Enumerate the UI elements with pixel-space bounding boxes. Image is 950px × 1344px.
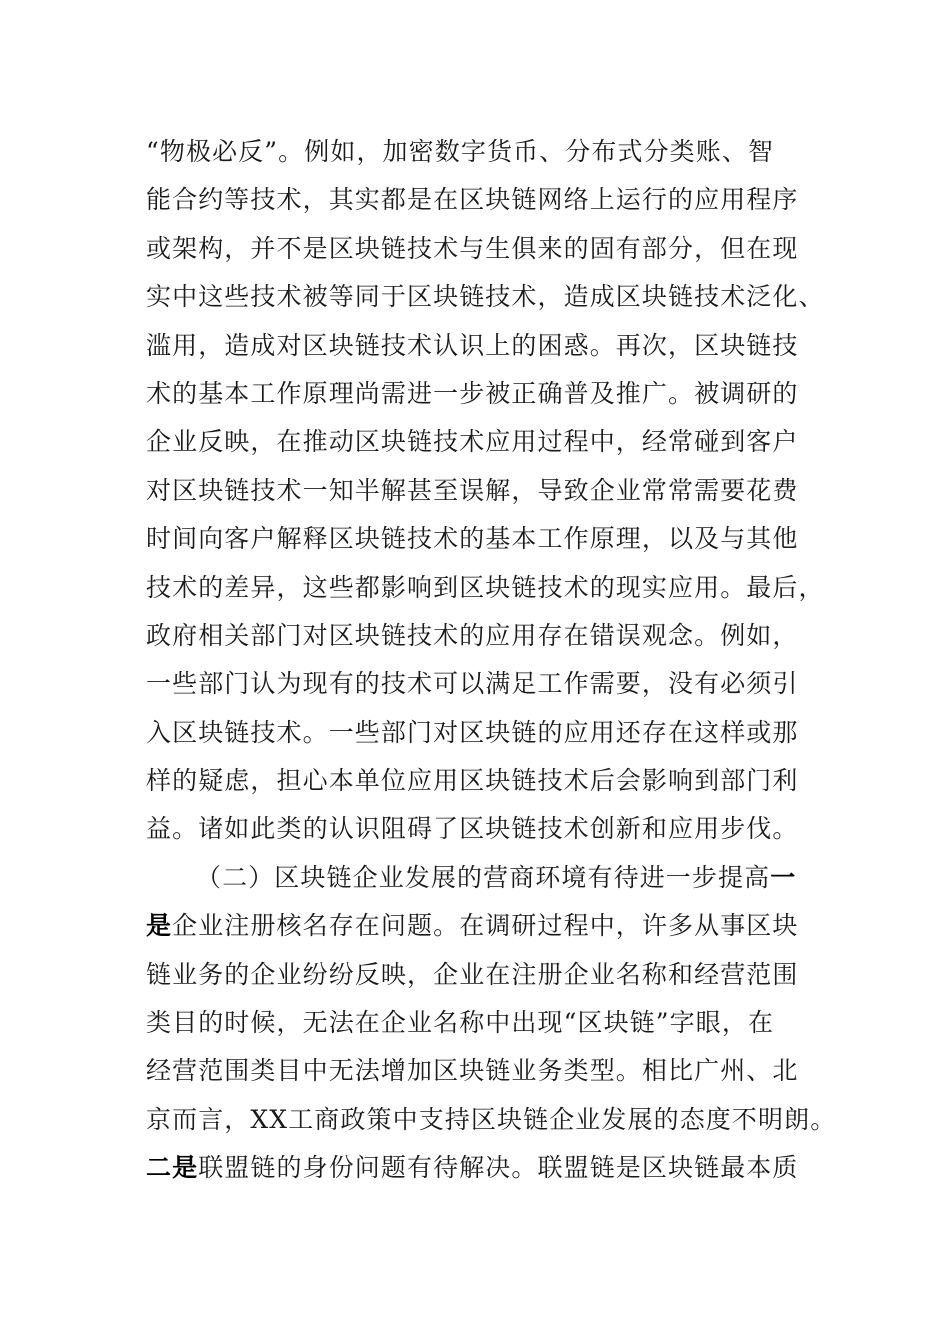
body-text <box>146 128 837 1193</box>
text-line: 滥用，造成对区块链技术认识上的困惑。再次，区块链技 <box>146 330 799 360</box>
line-text: 联盟链的身份问题有待解决。联盟链是区块链最本质 <box>198 1153 799 1183</box>
text-line: 类目的时候，无法在企业名称中出现“区块链”字眼，在 <box>146 1008 775 1038</box>
lead-emphasis: 一 <box>770 862 797 892</box>
text-line: 一些部门认为现有的技术可以满足工作需要，没有必须引 <box>146 669 799 699</box>
section-heading-line <box>146 854 806 902</box>
text-line: 或架构，并不是区块链技术与生俱来的固有部分，但在现 <box>146 233 799 263</box>
text-line <box>146 1144 806 1192</box>
text-line: 对区块链技术一知半解甚至误解，导致企业常常需要花费 <box>146 475 799 505</box>
lead-emphasis: 是 <box>146 911 173 941</box>
text-line: 样的疑虑，担心本单位应用区块链技术后会影响到部门利 <box>146 766 799 796</box>
text-line: 实中这些技术被等同于区块链技术，造成区块链技术泛化、 <box>146 282 825 312</box>
text-line: 经营范围类目中无法增加区块链业务类型。相比广州、北 <box>146 1056 799 1086</box>
text-line: 入区块链技术。一些部门对区块链的应用还存在这样或那 <box>146 717 799 747</box>
lead-emphasis: 二是 <box>146 1153 199 1183</box>
text-line: 京而言，XX工商政策中支持区块链企业发展的态度不明朗。 <box>146 1104 837 1134</box>
text-line: 政府相关部门对区块链技术的应用存在错误观念。例如， <box>146 620 799 650</box>
text-line: “物极必反”。例如，加密数字货币、分布式分类账、智 <box>146 137 775 166</box>
line-text: 企业注册核名存在问题。在调研过程中，许多从事区块 <box>172 911 799 941</box>
section-heading: （二）区块链企业发展的营商环境有待进一步提高 <box>196 862 771 892</box>
text-line: 链业务的企业纷纷反映，企业在注册企业名称和经营范围 <box>146 959 799 989</box>
text-line: 技术的差异，这些都影响到区块链技术的现实应用。最后， <box>146 572 825 602</box>
text-line: 时间向客户解释区块链技术的基本工作原理，以及与其他 <box>146 524 799 554</box>
text-line: 能合约等技术，其实都是在区块链网络上运行的应用程序 <box>146 185 799 215</box>
text-line: 益。诸如此类的认识阻碍了区块链技术创新和应用步伐。 <box>146 814 799 844</box>
text-line: 术的基本工作原理尚需进一步被正确普及推广。被调研的 <box>146 378 799 408</box>
text-line: 企业反映，在推动区块链技术应用过程中，经常碰到客户 <box>146 427 799 457</box>
text-line <box>146 902 806 950</box>
